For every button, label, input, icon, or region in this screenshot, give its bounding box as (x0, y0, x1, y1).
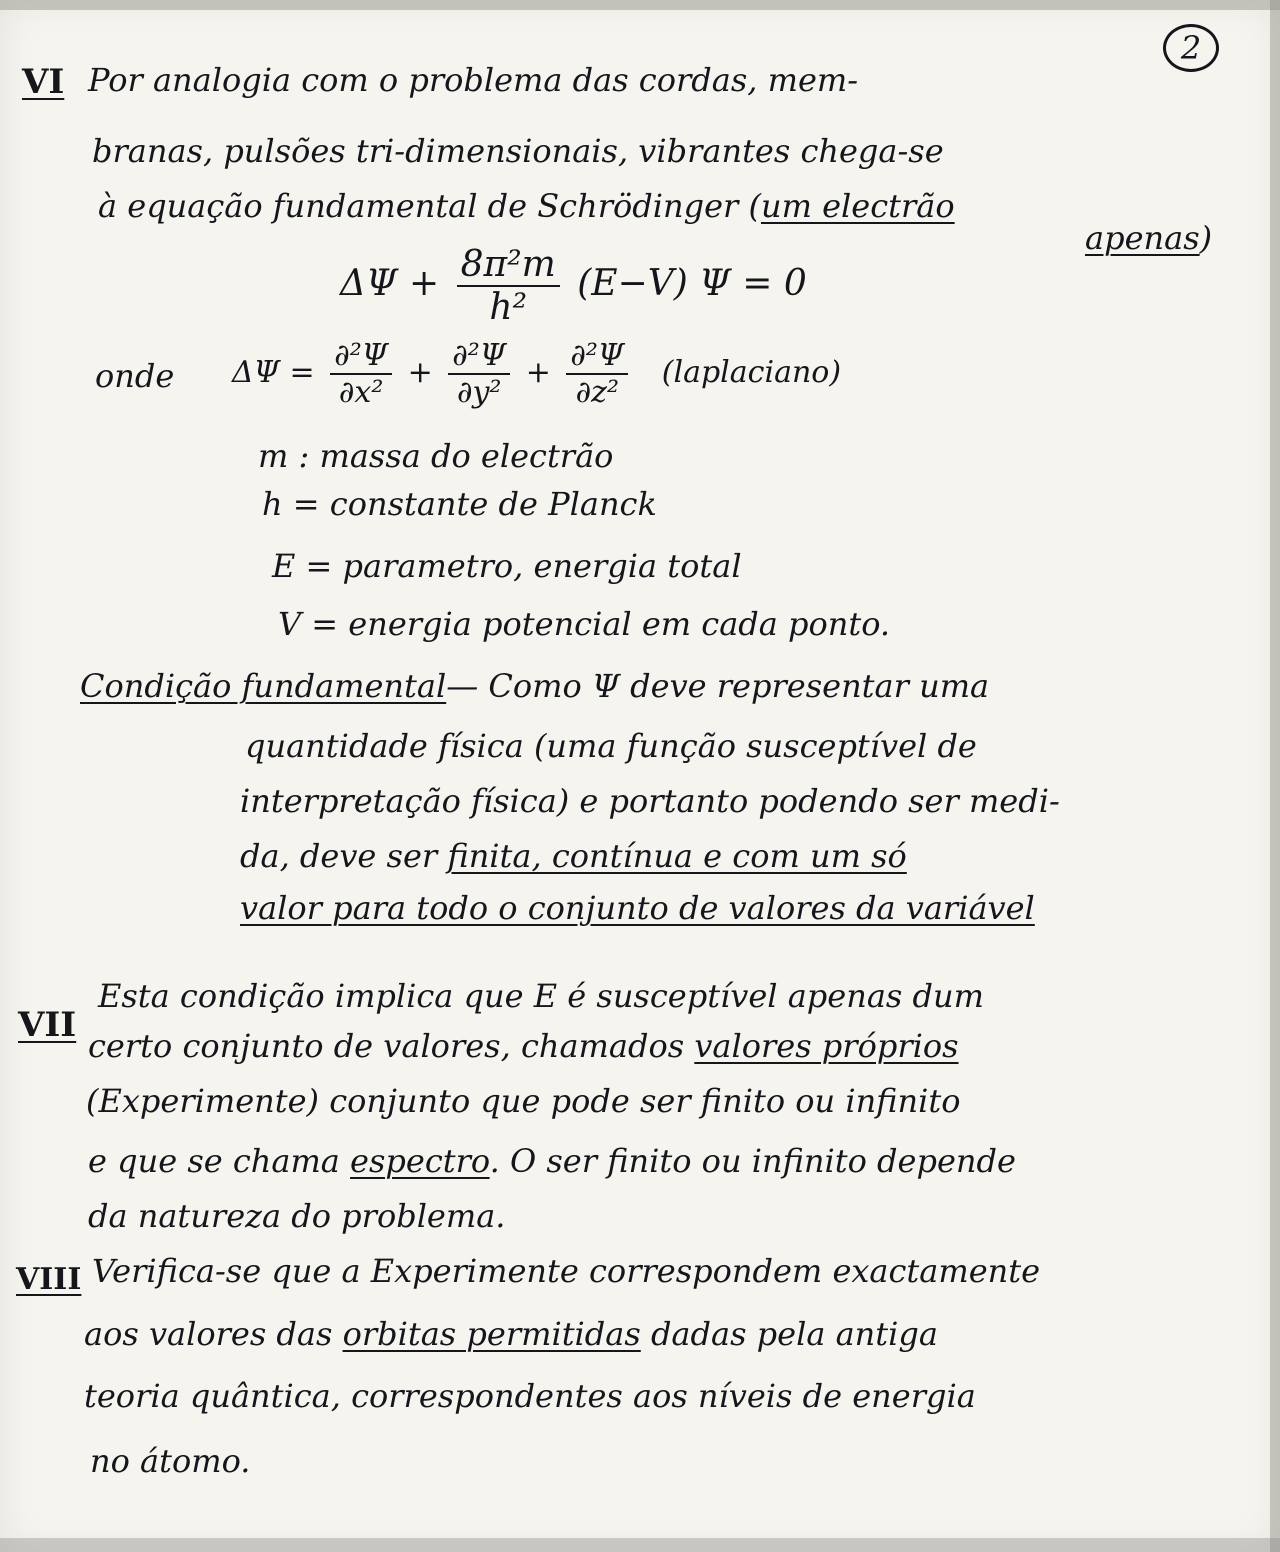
section-8-line-2-text: aos valores das (84, 1315, 343, 1353)
section-7-line-3: (Experimente) conjunto que pode ser finito ou infinito (86, 1082, 961, 1120)
equation-rhs: (E−V) Ψ = 0 (577, 263, 807, 304)
section-6-numeral: VI (22, 62, 65, 102)
equation-lhs: ΔΨ + (340, 263, 440, 304)
laplacian-term-z-num: ∂²Ψ (566, 338, 628, 375)
section-7-line-2 (88, 1027, 959, 1065)
laplacian-term-y-den: ∂y² (456, 375, 502, 410)
section-6-line-3-text: à equação fundamental de Schrödinger ( (98, 187, 761, 225)
schrodinger-equation (340, 244, 807, 328)
condition-line-2: quantidade física (uma função susceptível de (245, 727, 977, 765)
laplacian-plus-1: + (407, 355, 433, 390)
section-7-spectrum: espectro (350, 1142, 490, 1180)
section-8-line-2-end: dadas pela antiga (640, 1315, 938, 1353)
section-6-apenas: apenas (1085, 219, 1200, 257)
section-7-line-4-end: . O ser finito ou infinito depende (489, 1142, 1016, 1180)
laplacian-term-y (448, 338, 510, 410)
condition-line-3: interpretação física) e portanto podendo ser medi- (240, 782, 1060, 820)
laplacian-term-z-den: ∂z² (575, 375, 619, 410)
section-7-line-5: da natureza do problema. (88, 1197, 506, 1235)
definition-v: V = energia potencial em cada ponto. (278, 605, 891, 643)
equation-fraction-numerator: 8π²m (457, 244, 560, 287)
section-6-line-2: branas, pulsões tri-dimensionais, vibrantes chega-se (92, 132, 944, 170)
section-7-line-1: Esta condição implica que E é susceptível apenas dum (98, 977, 984, 1015)
scan-top-edge (0, 0, 1280, 10)
section-7-line-4-text: e que se chama (88, 1142, 351, 1180)
section-6-line-4 (1085, 219, 1213, 257)
section-6-line-3 (98, 187, 955, 225)
condition-line-4 (240, 837, 907, 875)
laplacian-lhs: ΔΨ = (232, 355, 315, 390)
laplacian-term-x (330, 338, 392, 410)
laplacian-note: (laplaciano) (661, 355, 842, 390)
section-6-one-electron: um electrão (760, 187, 955, 225)
section-8-numeral: VIII (16, 1262, 82, 1297)
section-7-line-4 (88, 1142, 1016, 1180)
section-8-line-4: no átomo. (90, 1442, 251, 1480)
definition-m: m : massa do electrão (258, 437, 614, 475)
section-8-line-1: Verifica-se que a Experimente correspondem exactamente (92, 1252, 1041, 1290)
section-7-line-2-text: certo conjunto de valores, chamados (88, 1027, 695, 1065)
condition-finite-continuous: finita, contínua e com um só (447, 837, 907, 875)
section-8-line-3: teoria quântica, correspondentes aos níveis de energia (84, 1377, 976, 1415)
laplacian-definition (232, 338, 841, 410)
condition-line-1: — Como Ψ deve representar uma (446, 667, 990, 705)
definition-e: E = parametro, energia total (272, 547, 742, 585)
laplacian-term-x-den: ∂x² (338, 375, 384, 410)
laplacian-term-z (566, 338, 628, 410)
section-6-close-paren: ) (1199, 219, 1213, 257)
equation-fraction (457, 244, 560, 328)
condition-block (80, 667, 990, 705)
laplacian-onde: onde (95, 357, 175, 395)
condition-line-5: valor para todo o conjunto de valores da variável (240, 889, 1035, 927)
section-7-eigenvalues: valores próprios (694, 1027, 959, 1065)
equation-fraction-denominator: h² (489, 287, 528, 328)
section-6-line-1: Por analogia com o problema das cordas, mem- (88, 61, 859, 99)
section-8-permitted-orbits: orbitas permitidas (342, 1315, 641, 1353)
scan-bottom-edge (0, 1538, 1280, 1552)
scan-right-edge (1270, 0, 1280, 1552)
laplacian-term-x-num: ∂²Ψ (330, 338, 392, 375)
definition-h: h = constante de Planck (262, 485, 657, 523)
condition-title: Condição fundamental (80, 667, 447, 705)
laplacian-term-y-num: ∂²Ψ (448, 338, 510, 375)
section-8-line-2 (84, 1315, 938, 1353)
laplacian-plus-2: + (525, 355, 551, 390)
condition-line-4-text: da, deve ser (240, 837, 448, 875)
section-7-numeral: VII (18, 1005, 77, 1045)
page-number: 2 (1163, 24, 1219, 72)
